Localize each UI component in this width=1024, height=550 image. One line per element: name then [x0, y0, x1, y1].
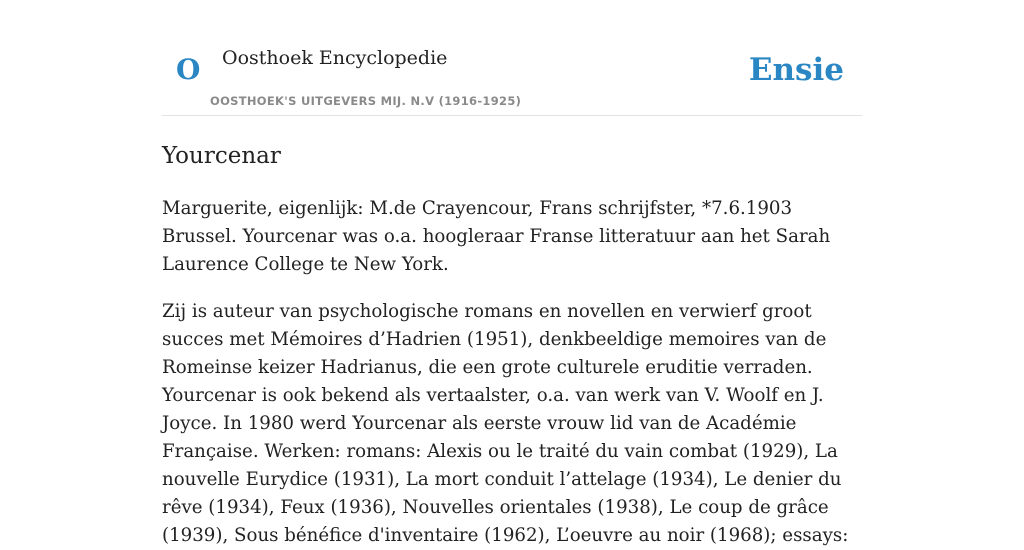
- page-content: [162, 0, 862, 550]
- entry-paragraph: Zij is auteur van psychologische romans en novellen en verwierf groot succes met Mémoires d’Hadrien (1951), denkbeeldige memoires van de Romeinse keizer Hadrianus, die een grote culturele eruditie verraden. Yourcenar is ook bekend als vertaalster, o.a. van werk van V. Woolf en J. Joyce. In 1980 werd Yourcenar als eerste vrouw lid van de Académie Française. Werken: romans: Alexis ou le traité du vain combat (1929), La nouvelle Eurydice (1931), La mort conduit l’attelage (1934), Le denier du rêve (1934), Feux (1936), Nouvelles orientales (1938), Le coup de grâce (1939), Sous bénéfice d'inventaire (1962), L’oeuvre au noir (1968); essays:: [162, 301, 849, 546]
- source-header: [162, 0, 862, 116]
- entry-title: Yourcenar: [162, 143, 281, 169]
- source-title[interactable]: Oosthoek Encyclopedie: [222, 47, 448, 69]
- ensie-logo-link[interactable]: Ensie: [748, 52, 844, 88]
- entry-paragraph: Marguerite, eigenlijk: M.de Crayencour, Frans schrijfster, *7.6.1903 Brussel. Yourcenar was o.a. hoogleraar Franse litteratuur aan het Sarah Laurence College te New York.: [162, 198, 831, 275]
- source-subtitle: OOSTHOEK'S UITGEVERS MIJ. N.V (1916-1925): [210, 94, 522, 108]
- source-logo-icon[interactable]: O: [176, 53, 201, 86]
